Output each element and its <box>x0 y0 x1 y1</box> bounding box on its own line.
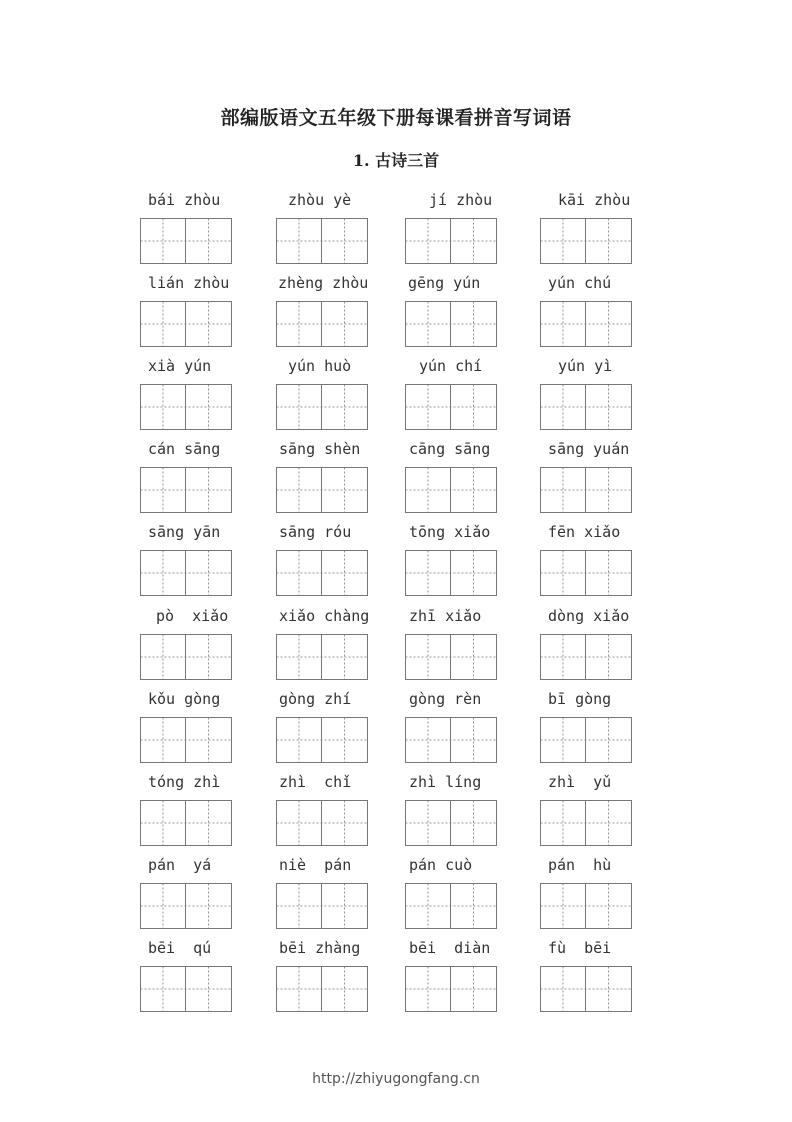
writing-cell <box>141 468 186 513</box>
writing-cell <box>277 551 322 596</box>
pinyin-label: zhì yǔ <box>548 773 612 791</box>
pinyin-label: zhì líng <box>409 773 482 791</box>
tianzige-writing-boxes[interactable] <box>540 883 632 929</box>
tianzige-writing-boxes[interactable] <box>276 800 368 846</box>
writing-cell <box>406 967 451 1012</box>
writing-cell <box>277 967 322 1012</box>
tianzige-writing-boxes[interactable] <box>405 634 497 680</box>
writing-cell <box>277 385 322 430</box>
pinyin-label: kāi zhòu <box>558 191 631 209</box>
tianzige-writing-boxes[interactable] <box>140 800 232 846</box>
tianzige-writing-boxes[interactable] <box>140 550 232 596</box>
pinyin-label: yún huò <box>288 357 352 375</box>
pinyin-label: pán yá <box>148 856 212 874</box>
pinyin-label: pán cuò <box>409 856 473 874</box>
writing-cell <box>141 718 186 763</box>
pinyin-label: pò xiǎo <box>156 607 229 625</box>
writing-cell <box>277 635 322 680</box>
writing-cell <box>277 468 322 513</box>
writing-cell <box>541 302 586 347</box>
writing-cell <box>277 884 322 929</box>
pinyin-label: xiǎo chàng <box>279 607 370 625</box>
pinyin-label: xià yún <box>148 357 212 375</box>
writing-cell <box>277 302 322 347</box>
tianzige-writing-boxes[interactable] <box>140 384 232 430</box>
writing-cell <box>141 884 186 929</box>
tianzige-writing-boxes[interactable] <box>276 467 368 513</box>
writing-cell <box>141 302 186 347</box>
tianzige-writing-boxes[interactable] <box>140 218 232 264</box>
tianzige-writing-boxes[interactable] <box>540 800 632 846</box>
writing-cell <box>406 635 451 680</box>
pinyin-label: tōng xiǎo <box>409 523 491 541</box>
writing-cell <box>541 884 586 929</box>
tianzige-writing-boxes[interactable] <box>276 717 368 763</box>
tianzige-writing-boxes[interactable] <box>540 550 632 596</box>
pinyin-label: bái zhòu <box>148 191 221 209</box>
pinyin-label: zhì chǐ <box>279 773 352 791</box>
tianzige-writing-boxes[interactable] <box>140 883 232 929</box>
tianzige-writing-boxes[interactable] <box>140 634 232 680</box>
tianzige-writing-boxes[interactable] <box>540 467 632 513</box>
writing-cell <box>406 801 451 846</box>
tianzige-writing-boxes[interactable] <box>276 218 368 264</box>
pinyin-label: jí zhòu <box>429 191 493 209</box>
pinyin-label: zhī xiǎo <box>409 607 482 625</box>
pinyin-label: cāng sāng <box>409 440 491 458</box>
tianzige-writing-boxes[interactable] <box>276 384 368 430</box>
tianzige-writing-boxes[interactable] <box>140 467 232 513</box>
tianzige-writing-boxes[interactable] <box>540 218 632 264</box>
writing-cell <box>277 801 322 846</box>
pinyin-label: lián zhòu <box>148 274 230 292</box>
pinyin-label: zhèng zhòu <box>278 274 369 292</box>
writing-cell <box>406 302 451 347</box>
pinyin-label: tóng zhì <box>148 773 221 791</box>
writing-cell <box>141 635 186 680</box>
writing-cell <box>406 884 451 929</box>
pinyin-label: sāng yuán <box>548 440 630 458</box>
tianzige-writing-boxes[interactable] <box>276 883 368 929</box>
pinyin-label: bēi qú <box>148 939 212 957</box>
pinyin-label: gēng yún <box>408 274 481 292</box>
writing-cell <box>541 468 586 513</box>
writing-cell <box>541 801 586 846</box>
pinyin-label: cán sāng <box>148 440 221 458</box>
tianzige-writing-boxes[interactable] <box>405 467 497 513</box>
tianzige-writing-boxes[interactable] <box>140 301 232 347</box>
pinyin-label: sāng róu <box>279 523 352 541</box>
writing-cell <box>541 551 586 596</box>
writing-cell <box>541 635 586 680</box>
pinyin-label: bēi zhàng <box>279 939 361 957</box>
pinyin-label: yún chú <box>548 274 612 292</box>
pinyin-label: bēi diàn <box>409 939 491 957</box>
tianzige-writing-boxes[interactable] <box>140 966 232 1012</box>
footer-url: http://zhiyugongfang.cn <box>312 1071 480 1087</box>
pinyin-label: niè pán <box>279 856 352 874</box>
writing-cell <box>406 385 451 430</box>
tianzige-writing-boxes[interactable] <box>540 384 632 430</box>
pinyin-label: dòng xiǎo <box>548 607 630 625</box>
lesson-title: 1. 古诗三首 <box>352 151 440 170</box>
tianzige-writing-boxes[interactable] <box>540 634 632 680</box>
writing-cell <box>141 219 186 264</box>
writing-cell <box>141 385 186 430</box>
tianzige-writing-boxes[interactable] <box>405 800 497 846</box>
writing-cell <box>141 967 186 1012</box>
writing-cell <box>541 385 586 430</box>
pinyin-label: fēn xiǎo <box>548 523 621 541</box>
pinyin-label: gòng rèn <box>409 690 482 708</box>
writing-cell <box>277 718 322 763</box>
tianzige-writing-boxes[interactable] <box>540 966 632 1012</box>
pinyin-label: kǒu gòng <box>148 690 221 708</box>
writing-cell <box>406 551 451 596</box>
tianzige-writing-boxes[interactable] <box>276 301 368 347</box>
writing-cell <box>541 219 586 264</box>
writing-cell <box>141 801 186 846</box>
writing-cell <box>277 219 322 264</box>
writing-cell <box>406 718 451 763</box>
tianzige-writing-boxes[interactable] <box>405 301 497 347</box>
pinyin-label: gòng zhí <box>279 690 352 708</box>
writing-cell <box>406 219 451 264</box>
tianzige-writing-boxes[interactable] <box>405 717 497 763</box>
tianzige-writing-boxes[interactable] <box>276 966 368 1012</box>
writing-cell <box>141 551 186 596</box>
tianzige-writing-boxes[interactable] <box>405 218 497 264</box>
pinyin-label: yún yì <box>558 357 613 375</box>
pinyin-label: fù bēi <box>548 939 612 957</box>
tianzige-writing-boxes[interactable] <box>276 550 368 596</box>
pinyin-label: yún chí <box>419 357 483 375</box>
writing-cell <box>406 468 451 513</box>
tianzige-writing-boxes[interactable] <box>540 301 632 347</box>
tianzige-writing-boxes[interactable] <box>276 634 368 680</box>
pinyin-label: sāng shèn <box>279 440 361 458</box>
pinyin-label: sāng yān <box>148 523 221 541</box>
page-title: 部编版语文五年级下册每课看拼音写词语 <box>220 107 572 129</box>
pinyin-label: bī gòng <box>548 690 612 708</box>
tianzige-writing-boxes[interactable] <box>140 717 232 763</box>
pinyin-label: pán hù <box>548 856 612 874</box>
writing-cell <box>541 718 586 763</box>
tianzige-writing-boxes[interactable] <box>405 966 497 1012</box>
writing-cell <box>541 967 586 1012</box>
tianzige-writing-boxes[interactable] <box>540 717 632 763</box>
tianzige-writing-boxes[interactable] <box>405 384 497 430</box>
tianzige-writing-boxes[interactable] <box>405 550 497 596</box>
pinyin-label: zhòu yè <box>288 191 352 209</box>
tianzige-writing-boxes[interactable] <box>405 883 497 929</box>
